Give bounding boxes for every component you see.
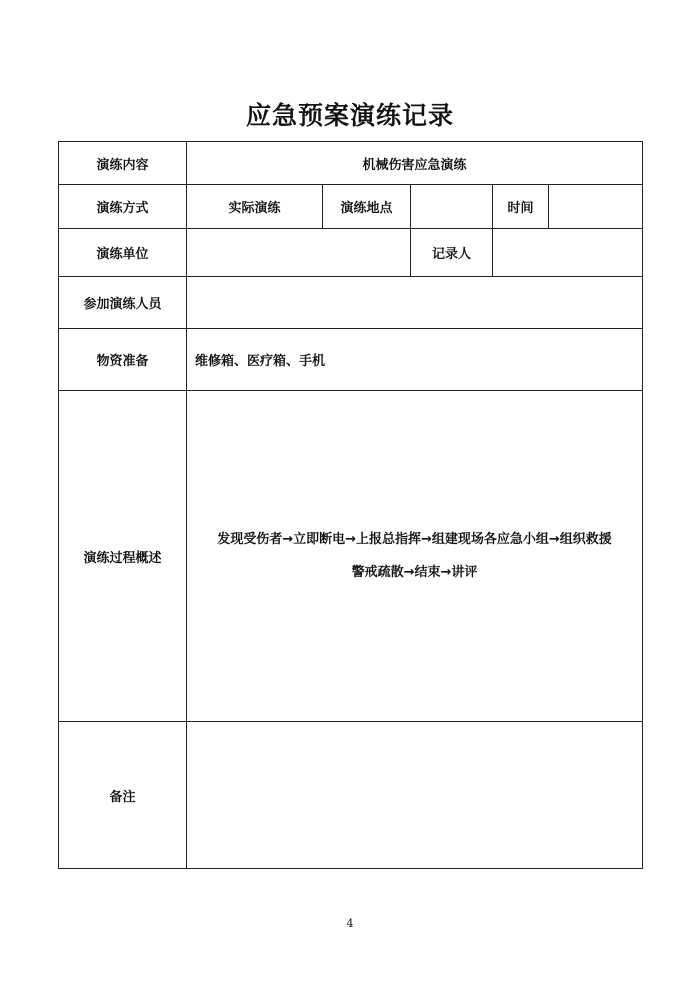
drill-content-label: 演练内容: [59, 142, 187, 185]
row-participants: [59, 277, 643, 329]
document-title: 应急预案演练记录: [245, 101, 454, 130]
materials-value: 维修箱、医疗箱、手机: [187, 329, 643, 391]
process-line-1: 发现受伤者→立即断电→上报总指挥→组建现场各应急小组→组织救援: [217, 532, 612, 547]
row-drill-unit: [59, 229, 643, 277]
recorder-value: [493, 229, 643, 277]
materials-label: 物资准备: [59, 329, 187, 391]
row-remarks: [59, 722, 643, 869]
row-process: [59, 391, 643, 722]
participants-value: [187, 277, 643, 329]
drill-record-table: [58, 141, 643, 869]
drill-time-value: [549, 185, 643, 229]
row-drill-method: [59, 185, 643, 229]
remarks-label: 备注: [59, 722, 187, 869]
drill-location-value: [411, 185, 493, 229]
page-number: 4: [346, 917, 354, 930]
row-materials: [59, 329, 643, 391]
drill-time-label: 时间: [493, 185, 549, 229]
drill-unit-value: [187, 229, 411, 277]
participants-label: 参加演练人员: [59, 277, 187, 329]
drill-method-value: 实际演练: [187, 185, 323, 229]
drill-content-value: 机械伤害应急演练: [187, 142, 643, 185]
process-value: [187, 391, 643, 722]
drill-method-label: 演练方式: [59, 185, 187, 229]
process-line-2: 警戒疏散→结束→讲评: [351, 565, 478, 580]
row-drill-content: [59, 142, 643, 185]
process-label: 演练过程概述: [59, 391, 187, 722]
drill-location-label: 演练地点: [323, 185, 411, 229]
remarks-value: [187, 722, 643, 869]
recorder-label: 记录人: [411, 229, 493, 277]
drill-unit-label: 演练单位: [59, 229, 187, 277]
